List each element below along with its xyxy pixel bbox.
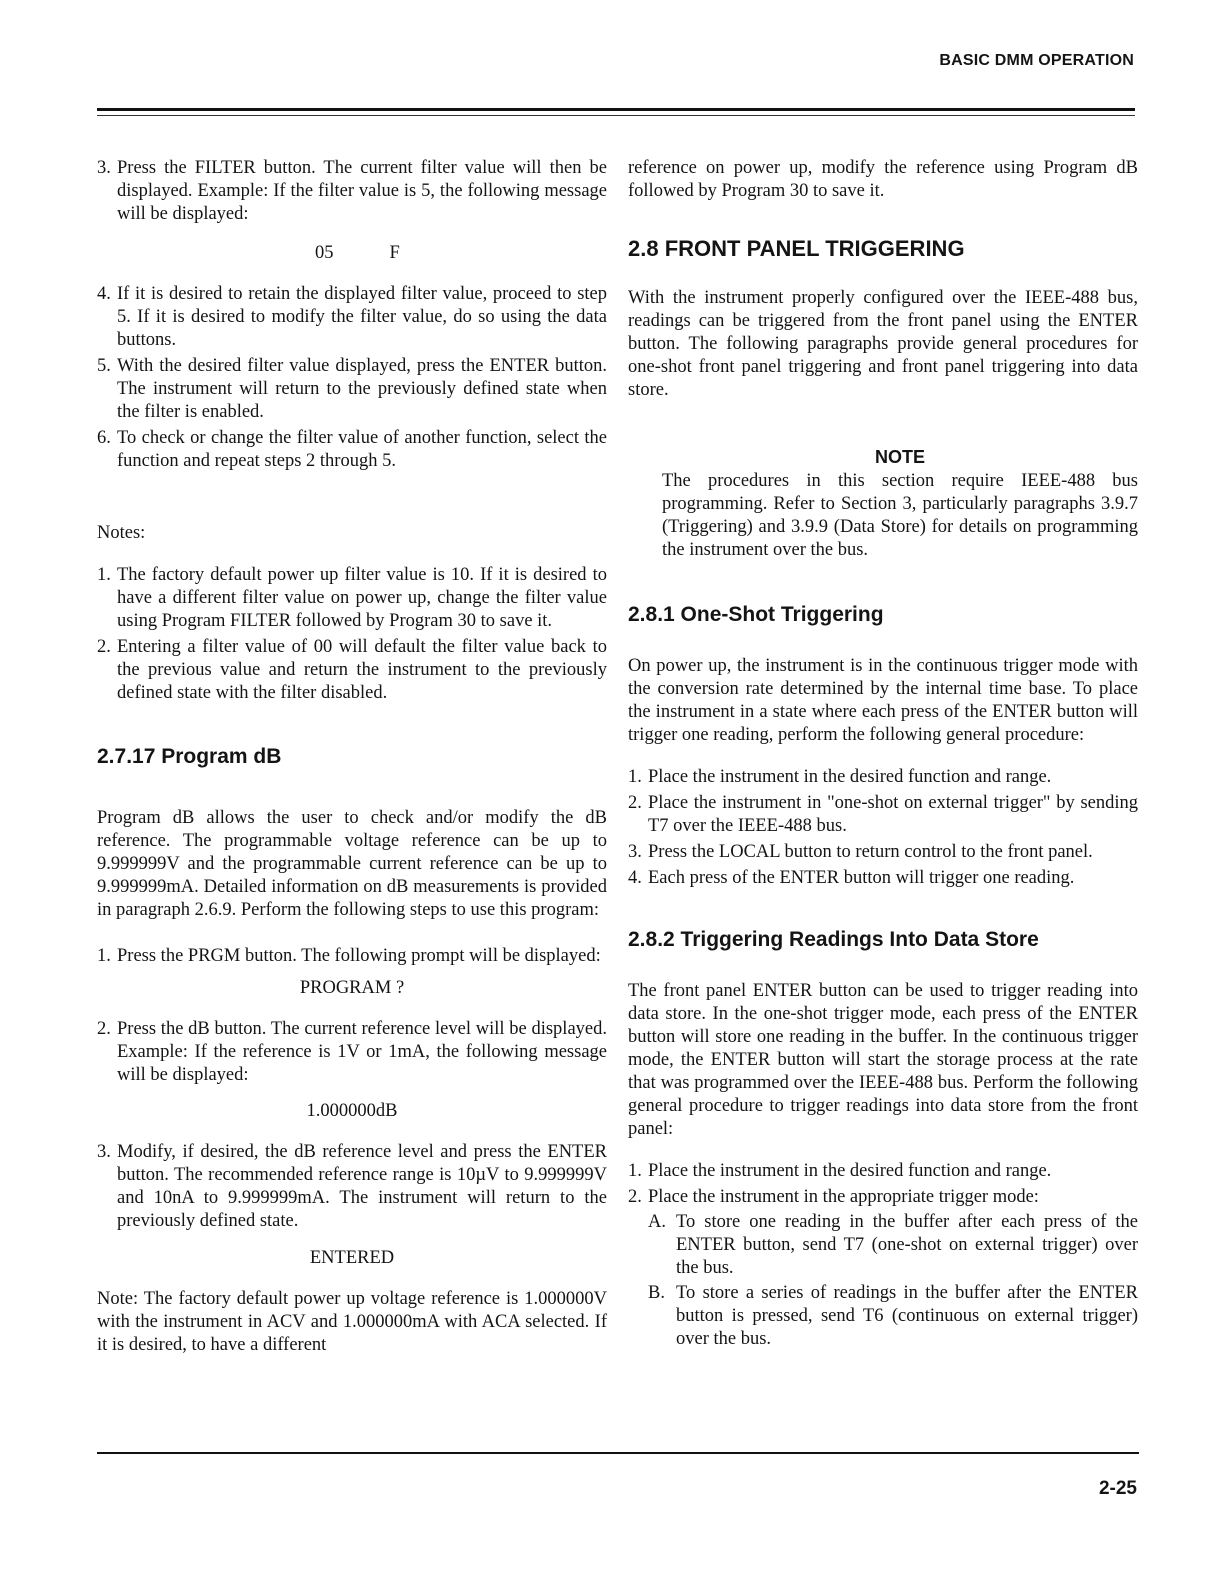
section-heading-front-panel-triggering: 2.8 FRONT PANEL TRIGGERING [628, 236, 965, 261]
note-1: 1. The factory default power up filter value is 10. If it is desired to have a different filter value on power up, change the filter value using Program FILTER followed by Program 30 to save it. [97, 565, 607, 631]
data-store-step-1: 1. Place the instrument in the desired function and range. [628, 1161, 1052, 1181]
one-shot-step-1: 1. Place the instrument in the desired function and range. [628, 767, 1052, 787]
running-header: BASIC DMM OPERATION [939, 52, 1134, 69]
footer-rule [97, 1452, 1139, 1454]
data-store-step-2: 2. Place the instrument in the appropriate trigger mode: [628, 1187, 1039, 1207]
note-title: NOTE [874, 447, 925, 467]
filter-step-4: 4. If it is desired to retain the displayed filter value, proceed to step 5. If it is desired to modify the filter value, do so using the data buttons. [97, 284, 607, 350]
display-program-prompt: PROGRAM ? [299, 978, 405, 998]
db-step-3: 3. Modify, if desired, the dB reference level and press the ENTER button. The recommended reference range is 10µV to 9.999999V and 10nA to 9.999999mA. The instrument will return to the previously defined state. [97, 1142, 607, 1231]
filter-display-message: 05 F [315, 243, 400, 263]
front-panel-triggering-intro: With the instrument properly configured over the IEEE-488 bus, readings can be triggered from the front panel using the ENTER button. The following paragraphs provide general procedures for one-shot front panel triggering and front panel triggering into data store. [628, 288, 1138, 400]
right-column [628, 157, 1138, 1351]
data-store-intro: The front panel ENTER button can be used to trigger reading into data store. In the one-shot trigger mode, each press of the ENTER button will store one reading in the buffer. In the continuous trigger mode, the ENTER button will start the storage process at the rate that was programmed over the IEEE-488 bus. Perform the following general procedure to trigger readings into data store from the front panel: [628, 981, 1138, 1139]
display-db-reference: 1.000000dB [306, 1101, 398, 1121]
header-rule-thin [97, 115, 1135, 116]
db-step-2: 2. Press the dB button. The current reference level will be displayed. Example: If the reference is 1V or 1mA, the following message will be displayed: [97, 1019, 607, 1085]
section-heading-data-store: 2.8.2 Triggering Readings Into Data Store [628, 928, 1039, 951]
one-shot-step-2: 2. Place the instrument in "one-shot on external trigger" by sending T7 over the IEEE-488 bus. [628, 793, 1138, 836]
note-2: 2. Entering a filter value of 00 will default the filter value back to the previous value and return the instrument to the previously defined state with the filter disabled. [97, 637, 607, 703]
data-store-substep-b: B. To store a series of readings in the buffer after the ENTER button is pressed, send T6 (continuous on external trigger) over the bus. [648, 1283, 1138, 1349]
data-store-substep-a: A. To store one reading in the buffer after each press of the ENTER button, send T7 (one-shot on external trigger) over the bus. [648, 1212, 1138, 1278]
note-text: The procedures in this section require IEEE-488 bus programming. Refer to Section 3, particularly paragraphs 3.9.7 (Triggering) and 3.9.9 (Data Store) for details on programming the instrument over the bus. [662, 471, 1138, 560]
left-column [97, 157, 607, 1357]
section-heading-program-db: 2.7.17 Program dB [97, 745, 282, 768]
program-db-intro: Program dB allows the user to check and/or modify the dB reference. The programmable voltage reference can be up to 9.999999V and the programmable current reference can be up to 9.999999mA. Detailed information on dB measurements is provided in paragraph 2.6.9. Perform the following steps to use this program: [97, 808, 607, 920]
continued-paragraph: reference on power up, modify the reference using Program dB followed by Program 30 to save it. [628, 158, 1138, 201]
notes-label: Notes: [97, 523, 146, 543]
db-step-1: 1. Press the PRGM button. The following prompt will be displayed: [97, 946, 601, 966]
one-shot-step-3: 3. Press the LOCAL button to return control to the front panel. [628, 842, 1093, 862]
one-shot-intro: On power up, the instrument is in the continuous trigger mode with the conversion rate determined by the internal time base. To place the instrument in a state where each press of the ENTER button will trigger one reading, perform the following general procedure: [628, 656, 1138, 745]
db-closing-note: Note: The factory default power up voltage reference is 1.000000V with the instrument in ACV and 1.000000mA with ACA selected. If it is desired, to have a different [97, 1289, 607, 1355]
page-number: 2-25 [1098, 1478, 1137, 1499]
filter-step-6: 6. To check or change the filter value of another function, select the function and repeat steps 2 through 5. [97, 428, 607, 471]
section-heading-one-shot: 2.8.1 One-Shot Triggering [628, 603, 884, 626]
note-box [662, 446, 1138, 562]
filter-step-5: 5. With the desired filter value displayed, press the ENTER button. The instrument will return to the previously defined state when the filter is enabled. [97, 356, 607, 422]
one-shot-step-4: 4. Each press of the ENTER button will trigger one reading. [628, 868, 1075, 888]
header-rule-thick [97, 108, 1135, 111]
filter-step-3: 3. Press the FILTER button. The current filter value will then be displayed. Example: If the filter value is 5, the following message will be displayed: [97, 158, 607, 224]
display-entered: ENTERED [309, 1248, 395, 1268]
